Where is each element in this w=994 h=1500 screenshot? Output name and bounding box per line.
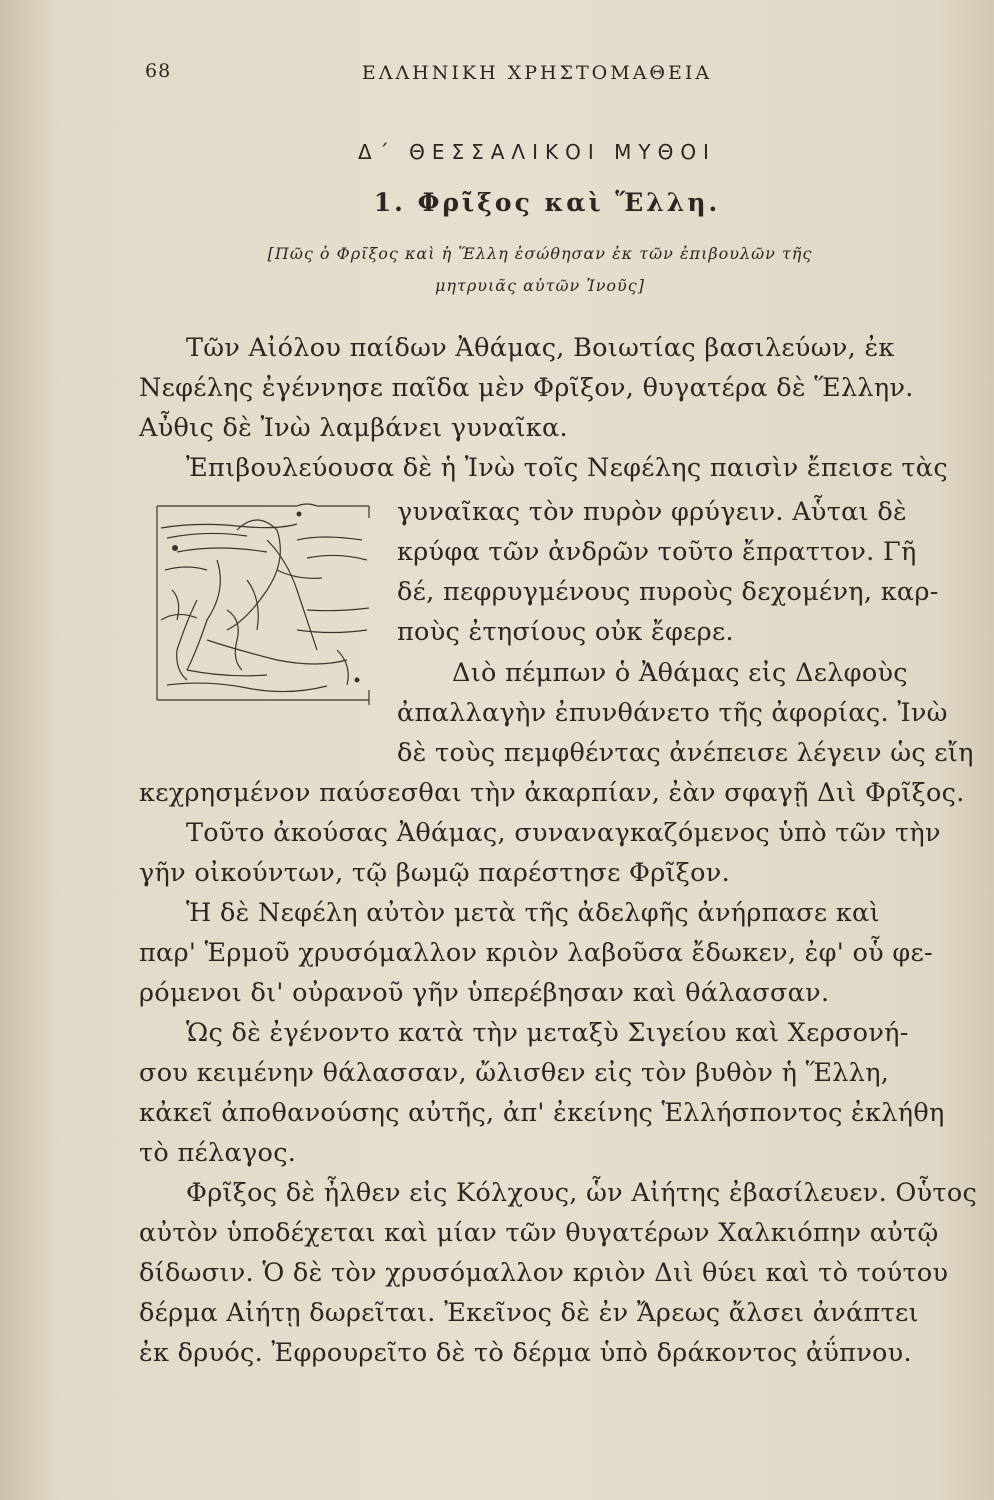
body-line-26: ἐκ δρυός. Ἐφρουρεῖτο δὲ τὸ δέρμα ὑπὸ δράκοντος ἀΰπνου.: [139, 1338, 912, 1368]
body-line-22: Φρῖξος δὲ ἦλθεν εἰς Κόλχους, ὧν Αἰήτης ἐβασίλευεν. Οὗτος: [186, 1178, 978, 1208]
body-line-2: Νεφέλης ἐγέννησε παῖδα μὲν Φρῖξον, θυγατέρα δὲ Ἕλλην.: [139, 373, 914, 403]
body-line-8: ποὺς ἐτησίους οὐκ ἔφερε.: [397, 617, 734, 647]
body-line-1: Τῶν Αἰόλου παίδων Ἀθάμας, Βοιωτίας βασιλεύων, ἐκ: [186, 333, 895, 363]
body-line-13: Τοῦτο ἀκούσας Ἀθάμας, συναναγκαζόμενος ὑπὸ τῶν τὴν: [186, 818, 941, 848]
body-line-4: Ἐπιβουλεύουσα δὲ ἡ Ἰνὼ τοῖς Νεφέλης παισὶν ἔπεισε τὰς: [186, 453, 948, 483]
body-line-15: Ἡ δὲ Νεφέλη αὐτὸν μετὰ τῆς ἀδελφῆς ἀνήρπασε καὶ: [186, 898, 880, 928]
body-line-21: τὸ πέλαγος.: [139, 1138, 297, 1168]
subtitle-line-1: [Πῶς ὁ Φρῖξος καὶ ἡ Ἕλλη ἐσώθησαν ἐκ τῶν ἐπιβουλῶν τῆς: [267, 244, 813, 263]
running-title: ΕΛΛΗΝΙΚΗ ΧΡΗΣΤΟΜΑΘΕΙΑ: [361, 62, 713, 84]
body-line-5: γυναῖκας τὸν πυρὸν φρύγειν. Αὗται δὲ: [397, 497, 907, 527]
body-line-9: Διὸ πέμπων ὁ Ἀθάμας εἰς Δελφοὺς: [452, 658, 908, 688]
body-line-12: κεχρησμένον παύσεσθαι τὴν ἀκαρπίαν, ἐὰν σφαγῇ Διὶ Φρῖξος.: [139, 778, 965, 808]
body-line-16: παρ' Ἑρμοῦ χρυσόμαλλον κριὸν λαβοῦσα ἔδωκεν, ἐφ' οὗ φε-: [139, 938, 933, 968]
chapter-title: 1. Φρῖξος καὶ Ἕλλη.: [373, 188, 721, 217]
body-line-11: δὲ τοὺς πεμφθέντας ἀνέπεισε λέγειν ὡς εἴη: [397, 738, 974, 768]
body-line-25: δέρμα Αἰήτῃ δωρεῖται. Ἐκεῖνος δὲ ἐν Ἄρεως ἄλσει ἀνάπτει: [139, 1298, 919, 1328]
body-line-23: αὐτὸν ὑποδέχεται καὶ μίαν τῶν θυγατέρων Χαλκιόπην αὐτῷ: [139, 1218, 939, 1248]
page-number: 68: [145, 60, 172, 82]
body-line-17: ρόμενοι δι' οὐρανοῦ γῆν ὑπερέβησαν καὶ θάλασσαν.: [139, 978, 830, 1008]
body-line-14: γῆν οἰκούντων, τῷ βωμῷ παρέστησε Φρῖξον.: [139, 858, 730, 888]
subtitle-line-2: μητρυιᾶς αὐτῶν Ἰνοῦς]: [435, 276, 645, 295]
body-line-10: ἀπαλλαγὴν ἐπυνθάνετο τῆς ἀφορίας. Ἰνὼ: [397, 698, 948, 728]
body-line-7: δέ, πεφρυγμένους πυροὺς δεχομένη, καρ-: [397, 577, 939, 607]
body-line-18: Ὡς δὲ ἐγένοντο κατὰ τὴν μεταξὺ Σιγείου καὶ Χερσονή-: [186, 1018, 909, 1048]
body-line-3: Αὖθις δὲ Ἰνὼ λαμβάνει γυναῖκα.: [139, 413, 568, 443]
body-line-6: κρύφα τῶν ἀνδρῶν τοῦτο ἔπραττον. Γῆ: [397, 537, 917, 567]
body-line-20: κἀκεῖ ἀποθανούσης αὐτῆς, ἀπ' ἐκείνης Ἑλλήσποντος ἐκλήθη: [139, 1098, 945, 1128]
body-line-19: σου κειμένην θάλασσαν, ὤλισθεν εἰς τὸν βυθὸν ἡ Ἕλλη,: [139, 1058, 890, 1088]
section-heading: Δ΄ ΘΕΣΣΑΛΙΚΟΙ ΜΥΘΟΙ: [358, 140, 716, 164]
phrixus-ram-illustration: [147, 500, 377, 716]
body-line-24: δίδωσιν. Ὁ δὲ τὸν χρυσόμαλλον κριὸν Διὶ θύει καὶ τὸ τούτου: [139, 1258, 949, 1288]
